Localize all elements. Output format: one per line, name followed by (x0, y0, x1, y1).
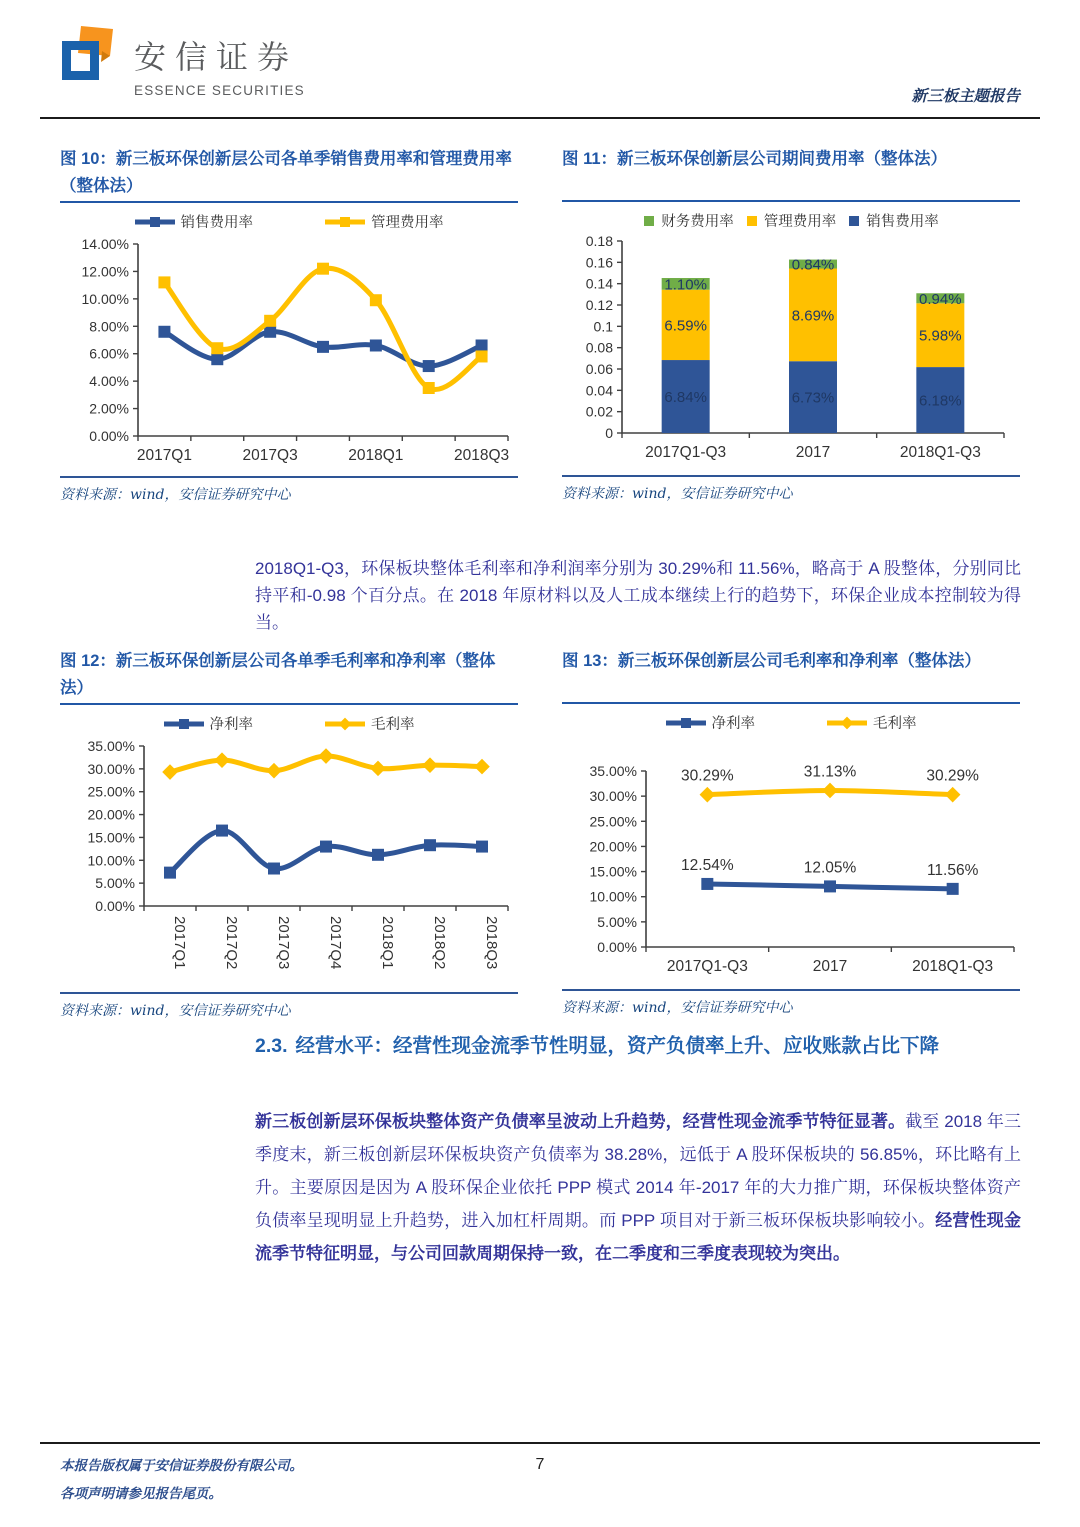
svg-text:4.00%: 4.00% (89, 373, 129, 390)
figure-13-caption: 图 13：新三板环保创新层公司毛利率和净利率（整体法） (562, 652, 981, 670)
footer-copyright-line2: 各项声明请参见报告尾页。 (60, 1486, 222, 1503)
figure-11-legend (562, 210, 1020, 231)
svg-text:0.08: 0.08 (585, 339, 613, 356)
svg-text:2018Q2: 2018Q2 (431, 916, 448, 970)
svg-text:20.00%: 20.00% (87, 807, 135, 824)
svg-text:2017: 2017 (812, 958, 848, 975)
figure-11-caption: 图 11：新三板环保创新层公司期间费用率（整体法） (562, 150, 948, 168)
svg-text:6.18%: 6.18% (919, 392, 962, 410)
figure-row-2 (60, 648, 1020, 1020)
svg-text:2018Q3: 2018Q3 (483, 916, 500, 970)
legend-label: 财务费用率 (661, 214, 734, 230)
svg-text:2017Q1: 2017Q1 (136, 447, 193, 465)
legend-line-marker-icon (164, 717, 204, 731)
svg-text:0.04: 0.04 (585, 382, 613, 399)
legend-label: 毛利率 (371, 717, 415, 734)
svg-text:6.73%: 6.73% (791, 389, 835, 407)
svg-text:10.00%: 10.00% (87, 852, 135, 869)
figure-11 (562, 146, 1020, 504)
svg-text:2017Q3: 2017Q3 (242, 447, 298, 465)
svg-text:2017Q3: 2017Q3 (275, 916, 292, 970)
figure-10-chart (60, 234, 518, 472)
legend-label: 管理费用率 (763, 214, 837, 230)
svg-text:2017Q1-Q3: 2017Q1-Q3 (645, 444, 727, 461)
svg-text:2017Q1-Q3: 2017Q1-Q3 (666, 958, 748, 975)
legend-item-管理费用率 (746, 210, 837, 231)
legend-item-销售费用率 (135, 211, 254, 232)
svg-text:30.00%: 30.00% (87, 761, 135, 778)
svg-text:15.00%: 15.00% (589, 863, 637, 880)
page-header (60, 24, 1020, 114)
legend-item-销售费用率 (848, 210, 939, 231)
svg-text:0.00%: 0.00% (597, 939, 637, 955)
legend-label: 管理费用率 (371, 215, 444, 232)
legend-line-marker-icon (827, 716, 867, 730)
operating-lead-sentence: 新三板创新层环保板块整体资产负债率呈波动上升趋势，经营性现金流季节特征显著。 (255, 1112, 906, 1131)
figure-12-caption: 图 12：新三板环保创新层公司各单季毛利率和净利率（整体法） (60, 652, 496, 697)
legend-label: 毛利率 (873, 716, 917, 732)
svg-text:10.00%: 10.00% (81, 291, 129, 308)
section-heading-2-3 (255, 1030, 1045, 1058)
page-number: 7 (535, 1456, 545, 1473)
svg-text:5.00%: 5.00% (95, 875, 135, 892)
legend-item-管理费用率 (325, 211, 444, 232)
svg-text:35.00%: 35.00% (589, 763, 637, 779)
figure-12 (60, 648, 518, 1020)
svg-text:30.00%: 30.00% (589, 788, 637, 805)
figure-10-caption: 图 10：新三板环保创新层公司各单季销售费用率和管理费用率（整体法） (60, 150, 512, 195)
svg-text:2017Q4: 2017Q4 (327, 916, 344, 970)
svg-text:31.13%: 31.13% (803, 763, 857, 781)
svg-text:0.16: 0.16 (585, 254, 613, 271)
figure-10-source: 资料来源：wind，安信证券研究中心 (60, 476, 518, 504)
figure-row-1 (60, 146, 1020, 504)
svg-text:1.10%: 1.10% (664, 276, 707, 294)
svg-text:2.00%: 2.00% (89, 401, 129, 418)
essence-securities-logo-icon (60, 24, 118, 87)
svg-text:0.1: 0.1 (593, 318, 613, 335)
figure-11-caption-rule (562, 200, 1020, 202)
figure-13 (562, 648, 1020, 1020)
svg-text:12.00%: 12.00% (81, 263, 129, 280)
fig13-plot (562, 735, 1020, 985)
figure-13-caption-rule (562, 702, 1020, 704)
figure-12-chart (60, 736, 518, 988)
report-type-label: 新三板主题报告 (911, 86, 1020, 105)
legend-item-净利率 (164, 713, 254, 734)
legend-square-icon (848, 215, 860, 227)
legend-item-毛利率 (325, 713, 415, 734)
svg-text:2018Q3: 2018Q3 (453, 447, 510, 465)
legend-label: 净利率 (711, 716, 755, 732)
operating-body-text: 截至 2018 年三季度末，新三板创新层环保板块资产负债率为 38.28%，远低于 A 股环保板块的 56.85%，环比略有上升。主要原因是因为 A 股环保企业依托 PPP 模式 2014 年-2017 年的大力推广期，环保板块整体资产负债率呈现明显上升趋势，进入加杠杆周期。而 PPP 项目对于新三板环保板块影响较小。 (255, 1112, 1022, 1230)
svg-text:15.00%: 15.00% (87, 829, 135, 846)
operating-paragraph (255, 1105, 1021, 1270)
figure-11-chart (562, 233, 1020, 471)
svg-text:12.54%: 12.54% (681, 856, 734, 874)
fig12-plot (60, 736, 518, 988)
svg-text:0.12: 0.12 (585, 297, 613, 313)
svg-text:0.06: 0.06 (585, 361, 613, 377)
svg-text:2018Q1-Q3: 2018Q1-Q3 (912, 958, 994, 975)
svg-text:2018Q1: 2018Q1 (379, 916, 396, 970)
svg-text:5.00%: 5.00% (597, 913, 637, 930)
brand-name-en: ESSENCE SECURITIES (134, 83, 305, 98)
svg-text:14.00%: 14.00% (81, 236, 129, 253)
svg-text:10.00%: 10.00% (589, 888, 637, 905)
svg-text:2017: 2017 (795, 444, 831, 461)
svg-text:2017Q2: 2017Q2 (223, 916, 240, 970)
brand-name-cn: 安信证券 (134, 39, 299, 75)
figure-13-source: 资料来源：wind，安信证券研究中心 (562, 989, 1020, 1017)
legend-line-marker-icon (325, 215, 365, 229)
svg-text:6.00%: 6.00% (89, 346, 129, 363)
svg-text:0.14: 0.14 (585, 275, 613, 292)
figure-13-chart (562, 735, 1020, 985)
legend-square-icon (746, 215, 758, 227)
legend-label: 销售费用率 (866, 214, 939, 230)
svg-text:0.94%: 0.94% (919, 290, 962, 308)
brand-logo-block (60, 24, 1020, 98)
svg-text:0.18: 0.18 (585, 233, 613, 249)
figure-10-legend (60, 211, 518, 232)
svg-text:8.00%: 8.00% (89, 318, 129, 335)
legend-line-marker-icon (325, 717, 365, 731)
brand-text (134, 24, 305, 98)
svg-text:0.00%: 0.00% (95, 898, 135, 915)
figure-11-source: 资料来源：wind，安信证券研究中心 (562, 475, 1020, 503)
svg-text:0.00%: 0.00% (89, 428, 129, 445)
legend-line-marker-icon (135, 215, 175, 229)
figure-10-caption-rule (60, 201, 518, 203)
svg-text:11.56%: 11.56% (926, 861, 979, 879)
svg-text:0.84%: 0.84% (791, 256, 835, 274)
svg-text:6.84%: 6.84% (664, 389, 707, 407)
svg-text:0.02: 0.02 (585, 403, 613, 420)
figure-12-caption-rule (60, 703, 518, 705)
legend-item-财务费用率 (643, 210, 734, 231)
section-title: 经营水平：经营性现金流季节性明显，资产负债率上升、应收账款占比下降 (295, 1035, 940, 1057)
legend-square-icon (643, 215, 655, 227)
legend-item-毛利率 (827, 712, 917, 733)
figure-10 (60, 146, 518, 504)
legend-label: 净利率 (209, 717, 253, 734)
legend-label: 销售费用率 (180, 215, 253, 232)
svg-text:2018Q1-Q3: 2018Q1-Q3 (899, 444, 981, 461)
svg-text:5.98%: 5.98% (919, 327, 962, 345)
svg-text:0: 0 (605, 425, 613, 441)
svg-text:2018Q1: 2018Q1 (348, 447, 404, 465)
svg-text:25.00%: 25.00% (589, 813, 637, 830)
svg-text:6.59%: 6.59% (664, 317, 707, 335)
svg-text:35.00%: 35.00% (87, 738, 135, 755)
svg-text:2017Q1: 2017Q1 (171, 916, 188, 970)
summary-paragraph: 2018Q1-Q3，环保板块整体毛利率和净利润率分别为 30.29%和 11.56%，略高于 A 股整体，分别同比持平和-0.98 个百分点。在 2018 年原材料以及人工成本继续上行的趋势下，环保企业成本控制较为得当。 (255, 559, 1021, 632)
legend-line-marker-icon (666, 716, 706, 730)
figure-12-legend (60, 713, 518, 734)
footer-divider (40, 1442, 1040, 1444)
operating-end-sentence: 经营性现金流季节特征明显，与公司回款周期保持一致，在二季度和三季度表现较为突出。 (255, 1211, 1022, 1263)
legend-item-净利率 (666, 712, 756, 733)
fig10-plot (60, 234, 518, 472)
svg-text:30.29%: 30.29% (926, 767, 979, 785)
svg-text:12.05%: 12.05% (803, 859, 857, 877)
header-divider (40, 117, 1040, 119)
section-number: 2.3. (255, 1035, 288, 1057)
svg-text:8.69%: 8.69% (791, 307, 835, 325)
svg-text:25.00%: 25.00% (87, 784, 135, 801)
svg-text:20.00%: 20.00% (589, 838, 637, 855)
fig11-plot (562, 233, 1020, 471)
figure-12-source: 资料来源：wind，安信证券研究中心 (60, 992, 518, 1020)
svg-text:30.29%: 30.29% (681, 767, 734, 785)
figure-13-legend (562, 712, 1020, 733)
footer-copyright-line1: 本报告版权属于安信证券股份有限公司。 (60, 1458, 303, 1474)
